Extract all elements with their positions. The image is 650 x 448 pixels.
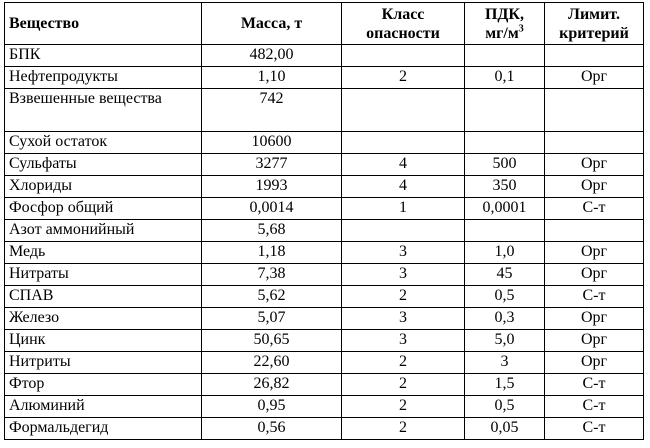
table-row <box>5 89 644 132</box>
cell-limit: Орг <box>545 242 644 264</box>
cell-hazard-class: 2 <box>342 67 465 89</box>
cell-mass: 0,95 <box>202 396 342 418</box>
cell-substance: Хлориды <box>5 176 202 198</box>
cell-substance: Сульфаты <box>5 154 202 176</box>
header-hazard-line2: опасности <box>366 24 440 42</box>
cell-substance: Нитриты <box>5 352 202 374</box>
cell-hazard-class: 2 <box>342 374 465 396</box>
cell-limit <box>545 220 644 242</box>
cell-pdk: 45 <box>465 264 545 286</box>
cell-pdk: 500 <box>465 154 545 176</box>
cell-mass: 0,56 <box>202 418 342 440</box>
cell-mass: 10600 <box>202 132 342 154</box>
cell-substance: Азот аммонийный <box>5 220 202 242</box>
cell-hazard-class: 1 <box>342 198 465 220</box>
cell-substance: Фосфор общий <box>5 198 202 220</box>
cell-mass: 1993 <box>202 176 342 198</box>
cell-hazard-class: 2 <box>342 352 465 374</box>
cell-substance: Сухой остаток <box>5 132 202 154</box>
cell-limit: Орг <box>545 176 644 198</box>
cell-mass: 3277 <box>202 154 342 176</box>
table-row <box>5 242 644 264</box>
cell-mass: 26,82 <box>202 374 342 396</box>
cell-limit: С-т <box>545 396 644 418</box>
cell-pdk <box>465 220 545 242</box>
cell-substance: Нитраты <box>5 264 202 286</box>
table-row <box>5 198 644 220</box>
header-pdk-unit-exponent: 3 <box>518 23 524 35</box>
table-body <box>5 45 644 440</box>
cell-limit <box>545 132 644 154</box>
table-row <box>5 132 644 154</box>
header-substance: Вещество <box>5 3 202 45</box>
cell-mass: 1,18 <box>202 242 342 264</box>
cell-hazard-class <box>342 132 465 154</box>
cell-limit <box>545 89 644 132</box>
cell-pdk: 0,05 <box>465 418 545 440</box>
cell-substance: Взвешенные вещества <box>5 89 202 132</box>
table-row <box>5 330 644 352</box>
cell-substance: Цинк <box>5 330 202 352</box>
cell-limit: С-т <box>545 374 644 396</box>
cell-limit: Орг <box>545 330 644 352</box>
cell-limit: С-т <box>545 286 644 308</box>
cell-limit: С-т <box>545 198 644 220</box>
table-row <box>5 45 644 67</box>
cell-pdk: 0,5 <box>465 396 545 418</box>
table-row <box>5 396 644 418</box>
cell-pdk: 1,5 <box>465 374 545 396</box>
cell-limit: Орг <box>545 264 644 286</box>
cell-pdk: 1,0 <box>465 242 545 264</box>
cell-limit <box>545 45 644 67</box>
cell-mass: 1,10 <box>202 67 342 89</box>
cell-mass: 5,07 <box>202 308 342 330</box>
header-hazard-line1: Класс <box>381 5 425 23</box>
table-row <box>5 374 644 396</box>
cell-substance: СПАВ <box>5 286 202 308</box>
cell-pdk <box>465 132 545 154</box>
cell-pdk: 0,1 <box>465 67 545 89</box>
cell-limit: Орг <box>545 352 644 374</box>
cell-mass: 5,68 <box>202 220 342 242</box>
cell-mass: 7,38 <box>202 264 342 286</box>
header-pdk <box>465 3 545 45</box>
cell-hazard-class: 3 <box>342 242 465 264</box>
cell-mass: 742 <box>202 89 342 132</box>
cell-pdk: 3 <box>465 352 545 374</box>
header-pdk-line1: ПДК, <box>484 5 525 23</box>
cell-pdk: 0,5 <box>465 286 545 308</box>
header-row <box>5 3 644 45</box>
cell-hazard-class <box>342 89 465 132</box>
cell-substance: Нефтепродукты <box>5 67 202 89</box>
cell-substance: Медь <box>5 242 202 264</box>
header-limit-line2: критерий <box>559 24 629 42</box>
cell-hazard-class <box>342 45 465 67</box>
table-row <box>5 264 644 286</box>
cell-hazard-class: 2 <box>342 396 465 418</box>
cell-mass: 0,0014 <box>202 198 342 220</box>
cell-limit: С-т <box>545 418 644 440</box>
cell-substance: БПК <box>5 45 202 67</box>
table-row <box>5 67 644 89</box>
cell-mass: 22,60 <box>202 352 342 374</box>
table-row <box>5 308 644 330</box>
cell-mass: 50,65 <box>202 330 342 352</box>
cell-limit: Орг <box>545 154 644 176</box>
table-row <box>5 154 644 176</box>
cell-hazard-class: 3 <box>342 308 465 330</box>
header-limit <box>545 3 644 45</box>
cell-hazard-class: 3 <box>342 264 465 286</box>
cell-hazard-class: 2 <box>342 418 465 440</box>
cell-substance: Формальдегид <box>5 418 202 440</box>
table-row <box>5 418 644 440</box>
cell-substance: Фтор <box>5 374 202 396</box>
cell-mass: 482,00 <box>202 45 342 67</box>
cell-substance: Алюминий <box>5 396 202 418</box>
header-mass: Масса, т <box>202 3 342 45</box>
cell-pdk: 0,3 <box>465 308 545 330</box>
table-row <box>5 220 644 242</box>
cell-mass: 5,62 <box>202 286 342 308</box>
cell-substance: Железо <box>5 308 202 330</box>
header-limit-line1: Лимит. <box>568 5 620 23</box>
table-row <box>5 352 644 374</box>
cell-pdk <box>465 45 545 67</box>
substances-table <box>4 2 644 440</box>
table-row <box>5 176 644 198</box>
cell-hazard-class: 3 <box>342 330 465 352</box>
cell-pdk: 5,0 <box>465 330 545 352</box>
cell-limit: Орг <box>545 67 644 89</box>
cell-hazard-class: 2 <box>342 286 465 308</box>
cell-hazard-class: 4 <box>342 176 465 198</box>
cell-hazard-class <box>342 220 465 242</box>
header-pdk-line2 <box>469 24 540 43</box>
table-row <box>5 286 644 308</box>
cell-pdk: 350 <box>465 176 545 198</box>
cell-hazard-class: 4 <box>342 154 465 176</box>
header-hazard-class <box>342 3 465 45</box>
header-pdk-unit: мг/м <box>485 24 519 42</box>
cell-pdk: 0,0001 <box>465 198 545 220</box>
cell-limit: Орг <box>545 308 644 330</box>
cell-pdk <box>465 89 545 132</box>
